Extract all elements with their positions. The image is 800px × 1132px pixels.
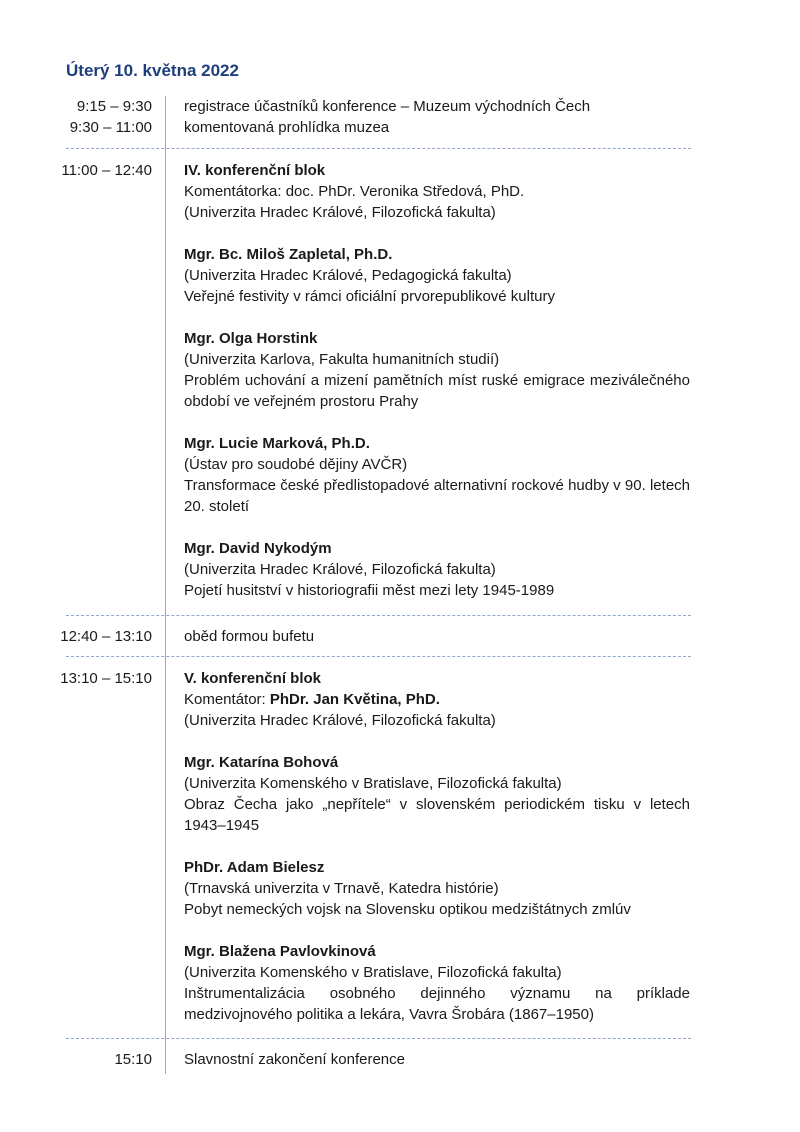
lunch-content [184,626,690,647]
talk-speaker: Mgr. Katarína Bohová [184,754,339,771]
time-closing: 15:10 [114,1051,152,1068]
talk-affiliation: (Univerzita Karlova, Fakulta humanitních studií) [184,351,500,368]
talk-entry [184,941,690,1025]
row-separator [66,1038,691,1039]
talk-speaker: Mgr. Olga Horstink [184,330,318,347]
talk-affiliation: (Trnavská univerzita v Trnavě, Katedra histórie) [184,880,499,897]
block-heading [184,668,690,731]
talk-entry [184,538,690,601]
time-block-4: 11:00 – 12:40 [61,162,152,179]
commentator-prefix: Komentátor: [184,691,270,708]
time-museum-tour: 9:30 – 11:00 [69,119,152,136]
block-title: IV. konferenční blok [184,162,326,179]
talk-speaker: PhDr. Adam Bielesz [184,859,325,876]
commentator-name: PhDr. Jan Květina, PhD. [269,691,440,708]
talk-topic: Veřejné festivity v rámci oficiální prvorepublikové kultury [184,288,555,305]
day-title: Úterý 10. května 2022 [66,61,239,80]
talk-entry [184,433,690,517]
talk-entry [184,328,690,412]
talk-topic: Transformace české předlistopadové alternativní rockové hudby v 90. letech 20. století [184,477,690,515]
talk-entry [184,857,690,920]
time-registration: 9:15 – 9:30 [76,98,152,115]
timeline-divider [165,96,166,1074]
block-heading [184,160,690,223]
talk-entry [184,244,690,307]
block-4-content [184,160,690,601]
talk-topic: Pobyt nemeckých vojsk na Slovensku optikou medzištátnych zmlúv [184,901,631,918]
row-separator [66,615,691,616]
row-content [184,96,690,138]
block-commentator-affiliation: (Univerzita Hradec Králové, Filozofická fakulta) [184,204,496,221]
talk-affiliation: (Univerzita Komenského v Bratislave, Filozofická fakulta) [184,964,562,981]
talk-affiliation: (Ústav pro soudobé dějiny AVČR) [184,456,408,473]
talk-topic: Problém uchování a mizení pamětních míst ruské emigrace meziválečného období ve veřejném prostoru Prahy [184,372,690,410]
registration-text: registrace účastníků konference – Muzeum východních Čech [184,98,591,115]
talk-topic: Pojetí husitství v historiografii měst mezi lety 1945-1989 [184,582,555,599]
time-lunch: 12:40 – 13:10 [60,628,152,645]
talk-speaker: Mgr. Lucie Marková, Ph.D. [184,435,370,452]
block-title: V. konferenční blok [184,670,321,687]
row-separator [66,656,691,657]
talk-affiliation: (Univerzita Komenského v Bratislave, Filozofická fakulta) [184,775,562,792]
museum-tour-text: komentovaná prohlídka muzea [184,119,390,136]
talk-entry [184,752,690,836]
block-commentator: Komentátorka: doc. PhDr. Veronika Středová, PhD. [184,183,525,200]
talk-affiliation: (Univerzita Hradec Králové, Filozofická fakulta) [184,561,496,578]
talk-topic: Obraz Čecha jako „nepřítele“ v slovenském periodickém tisku v letech 1943–1945 [184,796,690,834]
talk-topic: Inštrumentalizácia osobného dejinného významu na príklade medzivojnového politika a lekára, Vavra Šrobára (1867–1950) [184,985,690,1023]
time-block-5: 13:10 – 15:10 [60,670,152,687]
lunch-text: oběd formou bufetu [184,628,315,645]
talk-affiliation: (Univerzita Hradec Králové, Pedagogická fakulta) [184,267,512,284]
closing-text: Slavnostní zakončení konference [184,1051,405,1068]
row-separator [66,148,691,149]
block-5-content [184,668,690,1025]
block-commentator-affiliation: (Univerzita Hradec Králové, Filozofická fakulta) [184,712,496,729]
talk-speaker: Mgr. David Nykodým [184,540,332,557]
talk-speaker: Mgr. Bc. Miloš Zapletal, Ph.D. [184,246,393,263]
block-commentator [184,689,690,710]
talk-speaker: Mgr. Blažena Pavlovkinová [184,943,376,960]
closing-content [184,1049,690,1070]
